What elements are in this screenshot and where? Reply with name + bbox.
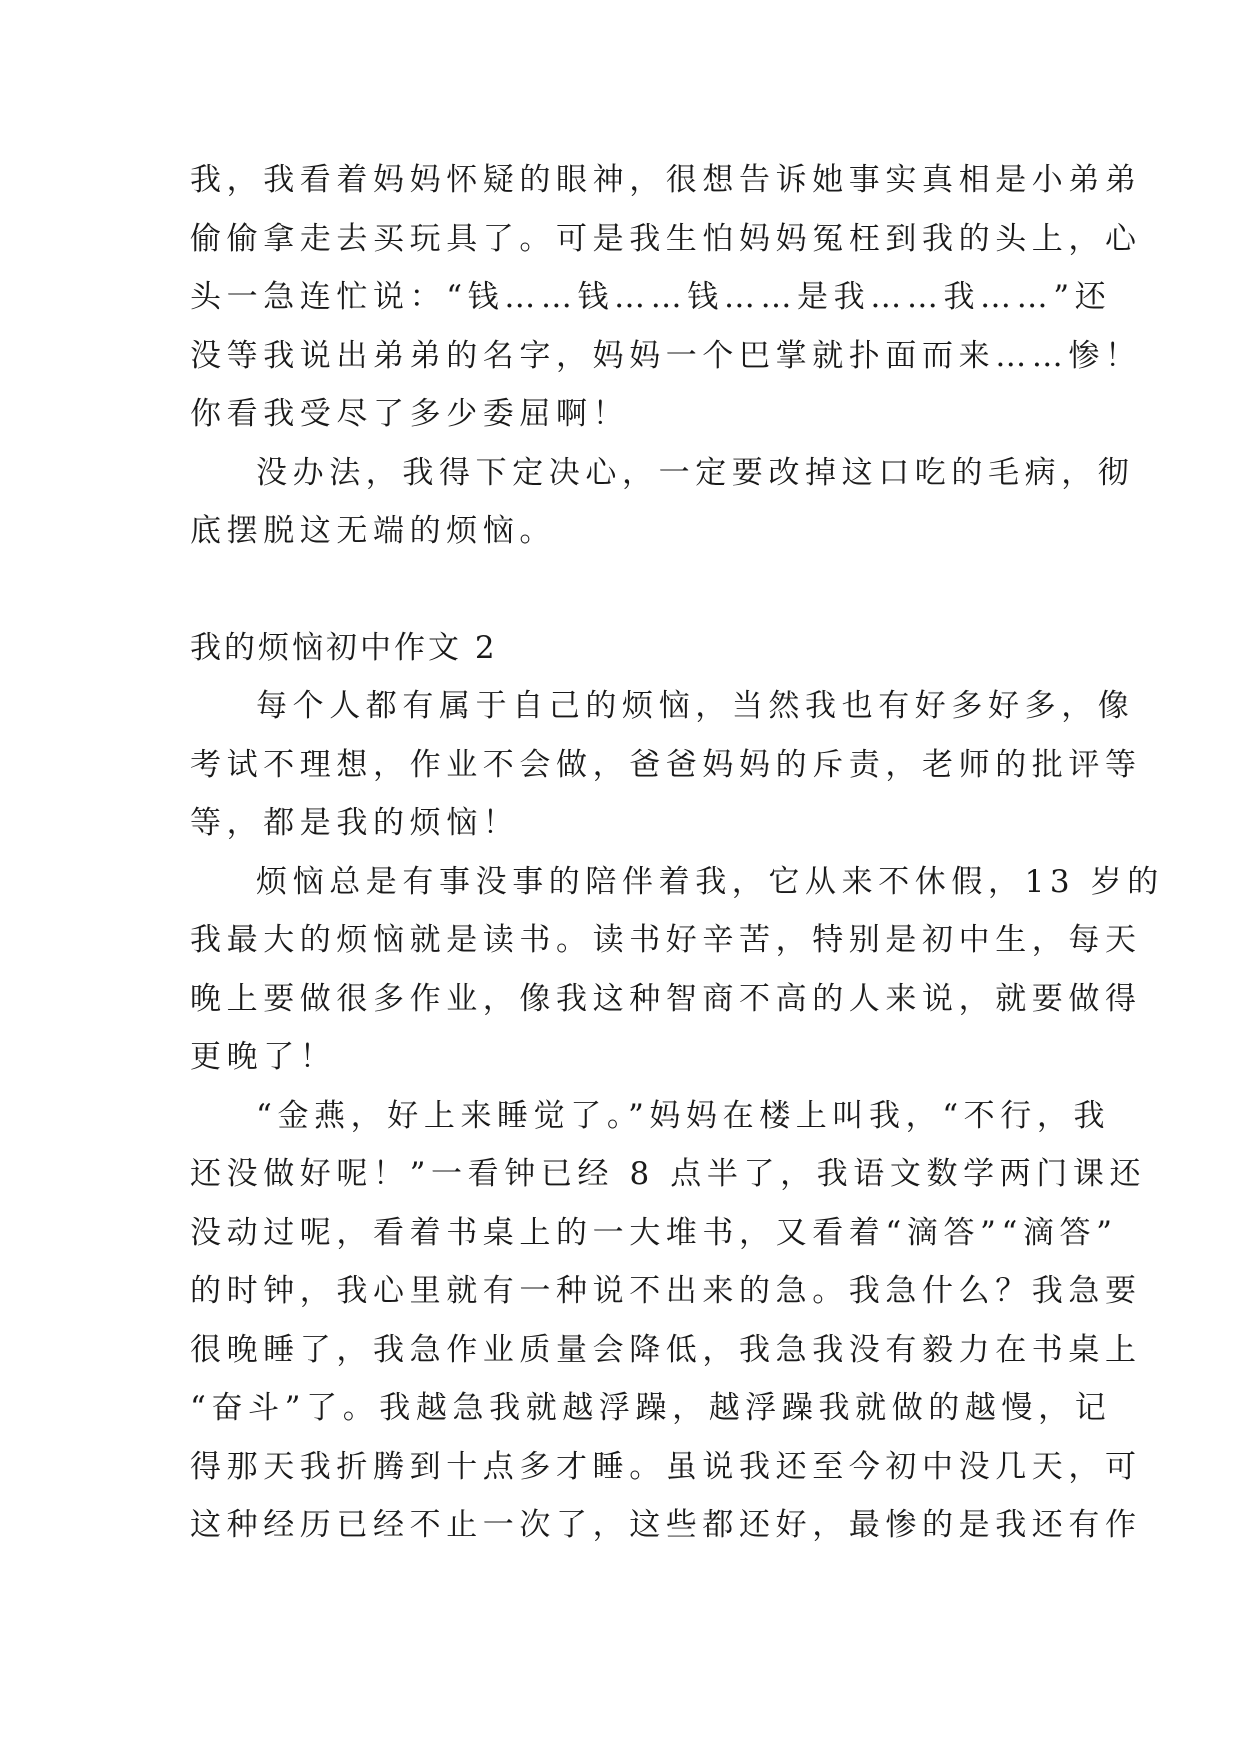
paragraph-line: 没办法，我得下定决心，一定要改掉这口吃的毛病，彻: [256, 455, 1135, 491]
paragraph-line: 底摆脱这无端的烦恼。: [190, 513, 556, 549]
paragraph-line: 还没做好呢！”一看钟已经 8 点半了，我语文数学两门课还: [190, 1156, 1147, 1192]
paragraph-line: 你看我受尽了多少委屈啊！: [190, 396, 630, 432]
paragraph-line: 很晚睡了，我急作业质量会降低，我急我没有毅力在书桌上: [190, 1332, 1142, 1368]
paragraph-line: 晚上要做很多作业，像我这种智商不高的人来说，就要做得: [190, 981, 1142, 1017]
paragraph-line: 烦恼总是有事没事的陪伴着我，它从来不休假，13 岁的: [256, 864, 1164, 900]
paragraph-line: 我，我看着妈妈怀疑的眼神，很想告诉她事实真相是小弟弟: [190, 162, 1142, 198]
paragraph-line: “金燕，好上来睡觉了。”妈妈在楼上叫我，“不行，我: [256, 1098, 1111, 1134]
paragraph-line: 等，都是我的烦恼！: [190, 805, 520, 841]
paragraph-line: 更晚了！: [190, 1039, 337, 1075]
paragraph-line: 没动过呢，看着书桌上的一大堆书，又看着“滴答”“滴答”: [190, 1215, 1118, 1251]
paragraph-line: 考试不理想，作业不会做，爸爸妈妈的斥责，老师的批评等: [190, 747, 1142, 783]
paragraph-line: 的时钟，我心里就有一种说不出来的急。我急什么？我急要: [190, 1273, 1142, 1309]
section-heading: 我的烦恼初中作文 2: [190, 630, 498, 666]
paragraph-line: 得那天我折腾到十点多才睡。虽说我还至今初中没几天，可: [190, 1449, 1142, 1485]
paragraph-line: 每个人都有属于自己的烦恼，当然我也有好多好多，像: [256, 688, 1135, 724]
paragraph-line: 没等我说出弟弟的名字，妈妈一个巴掌就扑面而来……惨！: [190, 338, 1142, 374]
paragraph-line: 偷偷拿走去买玩具了。可是我生怕妈妈冤枉到我的头上，心: [190, 221, 1142, 257]
paragraph-line: 头一急连忙说：“钱……钱……钱……是我……我……”还: [190, 279, 1112, 315]
paragraph-line: “奋斗”了。我越急我就越浮躁，越浮躁我就做的越慢，记: [190, 1390, 1112, 1426]
paragraph-line: 我最大的烦恼就是读书。读书好辛苦，特别是初中生，每天: [190, 922, 1142, 958]
paragraph-line: 这种经历已经不止一次了，这些都还好，最惨的是我还有作: [190, 1507, 1142, 1543]
